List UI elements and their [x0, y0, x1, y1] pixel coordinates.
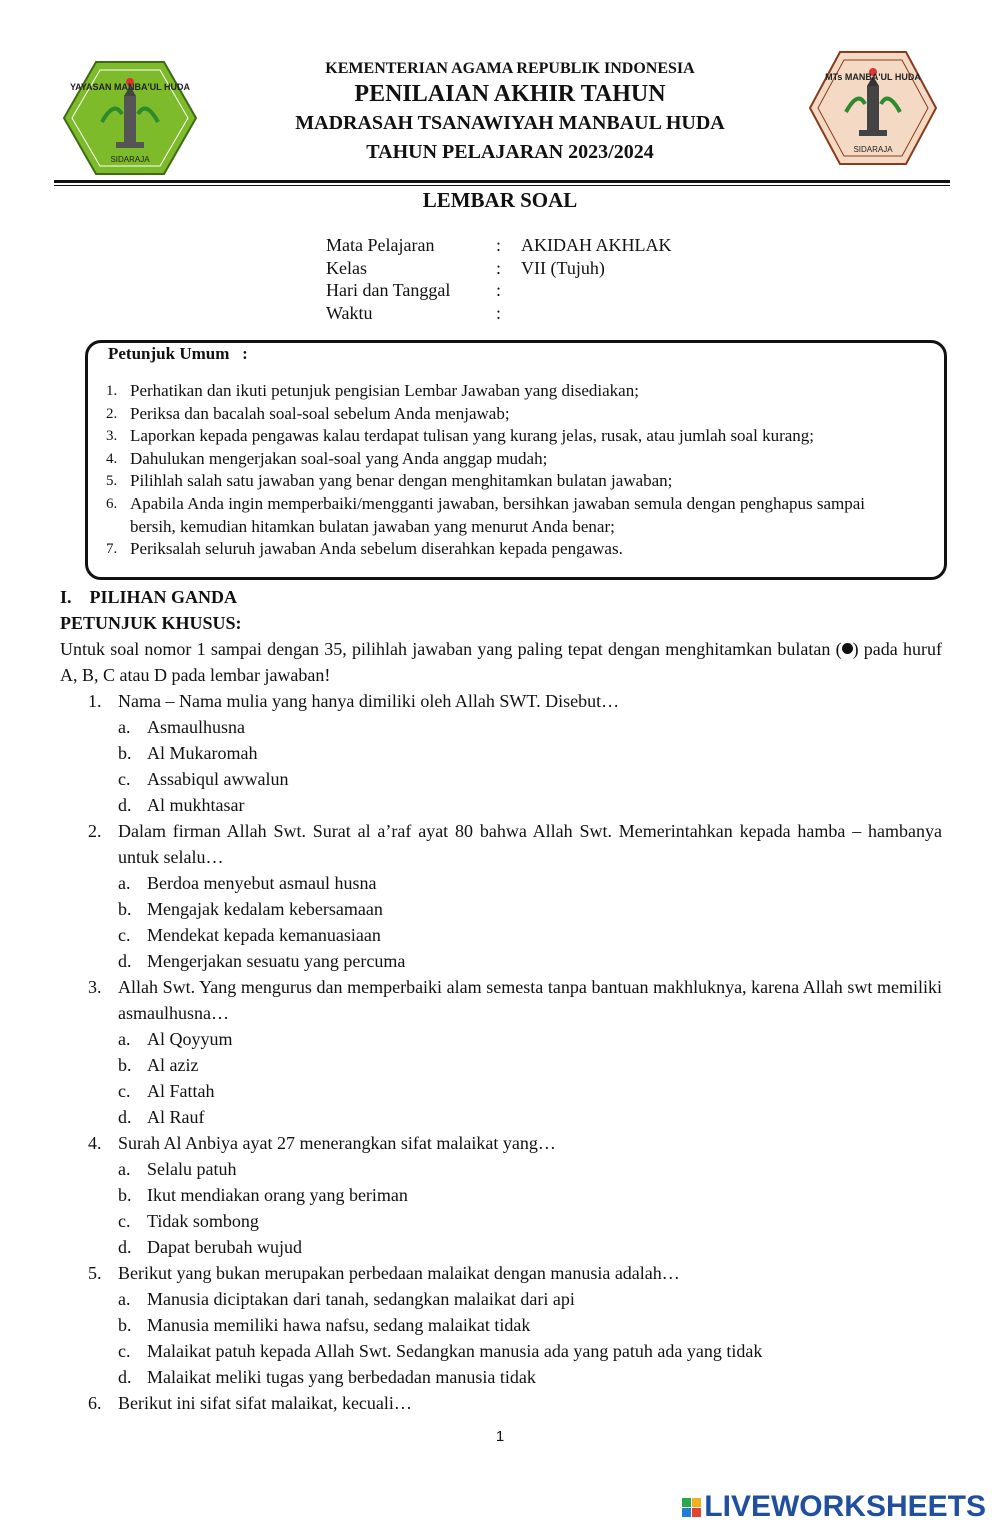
option-text: Al Qoyyum: [147, 1029, 233, 1049]
section-heading: I. PILIHAN GANDA: [60, 587, 238, 607]
info-label: Kelas: [326, 257, 367, 278]
instruction-item: [106, 538, 876, 561]
answer-option[interactable]: [88, 1078, 942, 1104]
question-number: 2.: [88, 821, 102, 841]
instruction-text: Perhatikan dan ikuti petunjuk pengisian Lembar Jawaban yang disediakan;: [130, 381, 639, 400]
option-letter: d.: [118, 1237, 132, 1257]
answer-option[interactable]: [88, 1234, 942, 1260]
answer-option[interactable]: [88, 896, 942, 922]
question-text: Berikut yang bukan merupakan perbedaan malaikat dengan manusia adalah…: [118, 1263, 680, 1283]
instruction-text: Periksalah seluruh jawaban Anda sebelum diserahkan kepada pengawas.: [130, 539, 623, 559]
academic-year: TAHUN PELAJARAN 2023/2024: [366, 141, 654, 163]
option-text: Malaikat meliki tugas yang berbedadan manusia tidak: [147, 1367, 536, 1387]
info-label: Mata Pelajaran: [326, 235, 435, 255]
question: [88, 1260, 942, 1390]
option-text: Mengajak kedalam kebersamaan: [147, 899, 383, 919]
answer-option[interactable]: [88, 870, 942, 896]
page-number: 1: [495, 1428, 505, 1445]
instruction-text: Dahulukan mengerjakan soal-soal yang Anda anggap mudah;: [130, 448, 548, 468]
info-row-date: [326, 279, 672, 302]
left-logo-top-text: YAYASAN MANBA'UL HUDA: [70, 82, 190, 92]
answer-option[interactable]: [88, 1182, 942, 1208]
answer-option[interactable]: [88, 922, 942, 948]
instruction-number: 5.: [106, 473, 118, 490]
option-text: Berdoa menyebut asmaul husna: [147, 873, 377, 893]
answer-option[interactable]: [88, 1026, 942, 1052]
option-text: Ikut mendiakan orang yang beriman: [147, 1185, 408, 1205]
option-text: Selalu patuh: [147, 1159, 237, 1179]
question-number: 4.: [88, 1133, 102, 1153]
question-number: 6.: [88, 1393, 102, 1413]
question-text: Allah Swt. Yang mengurus dan memperbaiki alam semesta tanpa bantuan makhluknya, karena Allah swt memiliki asmaulhusna…: [118, 977, 942, 1023]
question: [88, 974, 942, 1130]
option-letter: b.: [118, 1055, 132, 1075]
option-letter: c.: [118, 1211, 131, 1231]
instruction-item: [106, 448, 876, 471]
option-letter: c.: [118, 925, 131, 945]
instruction-item: [106, 403, 876, 426]
page-title: LEMBAR SOAL: [422, 188, 578, 212]
option-text: Asmaulhusna: [147, 717, 245, 737]
info-colon: :: [496, 302, 502, 323]
option-letter: c.: [118, 769, 131, 789]
school-name: MADRASAH TSANAWIYAH MANBAUL HUDA: [295, 112, 725, 134]
instruction-number: 6.: [106, 495, 118, 512]
question-text: Surah Al Anbiya ayat 27 menerangkan sifat malaikat yang…: [118, 1133, 556, 1153]
instruction-item: [106, 493, 876, 538]
left-logo-bottom-text: SIDARAJA: [110, 155, 150, 164]
option-letter: b.: [118, 899, 132, 919]
question-number: 1.: [88, 691, 102, 711]
info-value: VII (Tujuh): [521, 257, 605, 278]
info-row-class: [326, 257, 672, 280]
info-colon: :: [496, 257, 502, 278]
exam-info: [326, 234, 672, 324]
option-letter: b.: [118, 1315, 132, 1335]
info-colon: :: [496, 235, 502, 255]
instruction-text: Laporkan kepada pengawas kalau terdapat tulisan yang kurang jelas, rusak, atau jumlah soal kurang;: [130, 426, 815, 446]
instruction-item: [106, 380, 876, 403]
header-divider-thin: [54, 185, 950, 186]
instruction-number: 3.: [106, 428, 118, 445]
option-text: Tidak sombong: [147, 1211, 259, 1231]
option-letter: b.: [118, 743, 132, 763]
exam-title: PENILAIAN AKHIR TAHUN: [354, 81, 666, 107]
general-instructions-list: [106, 380, 876, 561]
question-number: 5.: [88, 1263, 102, 1283]
question: [88, 1130, 942, 1260]
special-instructions-title: PETUNJUK KHUSUS:: [60, 613, 242, 633]
special-instructions-text: [60, 636, 942, 688]
option-text: Dapat berubah wujud: [147, 1237, 302, 1257]
option-text: Manusia memiliki hawa nafsu, sedang malaikat tidak: [147, 1315, 531, 1335]
instruction-number: 1.: [106, 383, 118, 399]
option-letter: d.: [118, 1107, 132, 1127]
answer-option[interactable]: [88, 1286, 942, 1312]
instruction-item: [106, 425, 876, 448]
question: [88, 1390, 942, 1416]
header-divider-thick: [54, 180, 950, 183]
option-letter: d.: [118, 795, 132, 815]
answer-option[interactable]: [88, 1052, 942, 1078]
question: [88, 818, 942, 974]
question-text: Dalam firman Allah Swt. Surat al a’raf ayat 80 bahwa Allah Swt. Memerintahkan kepada hamba – hambanya untuk selalu…: [118, 821, 942, 867]
liveworksheets-logo-icon: [682, 1498, 701, 1517]
option-letter: d.: [118, 1367, 132, 1387]
liveworksheets-watermark: [682, 1490, 986, 1524]
special-text-start: Untuk soal nomor 1 sampai dengan 35, pilihlah jawaban yang paling tepat dengan menghitamkan bulatan (: [60, 639, 842, 659]
option-letter: a.: [118, 1159, 131, 1179]
watermark-text: LIVEWORKSHEETS: [704, 1490, 986, 1523]
instruction-number: 7.: [106, 541, 118, 558]
yayasan-logo: [62, 60, 198, 176]
special-text-end: ) pada huruf A, B, C atau D pada lembar jawaban!: [60, 639, 942, 685]
general-instructions-title: Petunjuk Umum :: [108, 344, 248, 363]
option-text: Malaikat patuh kepada Allah Swt. Sedangkan manusia ada yang patuh ada yang tidak: [147, 1341, 763, 1361]
instruction-number: 4.: [106, 450, 118, 467]
option-letter: a.: [118, 873, 131, 893]
answer-option[interactable]: [88, 766, 942, 792]
option-letter: c.: [118, 1081, 131, 1101]
answer-option[interactable]: [88, 714, 942, 740]
info-value: AKIDAH AKHLAK: [521, 235, 672, 255]
question-list: [88, 688, 942, 1416]
info-label: Hari dan Tanggal: [326, 280, 451, 300]
question-text: Nama – Nama mulia yang hanya dimiliki oleh Allah SWT. Disebut…: [118, 691, 620, 711]
info-row-time: [326, 302, 672, 325]
answer-option[interactable]: [88, 1364, 942, 1390]
question: [88, 688, 942, 818]
answer-option[interactable]: [88, 1312, 942, 1338]
option-text: Al Mukaromah: [147, 743, 258, 763]
option-letter: a.: [118, 1029, 131, 1049]
question-number: 3.: [88, 977, 102, 997]
answer-option[interactable]: [88, 740, 942, 766]
option-text: Al mukhtasar: [147, 795, 245, 815]
right-logo-bottom-text: SIDARAJA: [853, 145, 893, 154]
info-label: Waktu: [326, 302, 373, 323]
option-text: Al Fattah: [147, 1081, 215, 1101]
info-row-subject: [326, 234, 672, 257]
option-text: Al aziz: [147, 1055, 199, 1075]
instruction-text: Pilihlah salah satu jawaban yang benar dengan menghitamkan bulatan jawaban;: [130, 471, 673, 491]
filled-circle-icon: [842, 643, 853, 654]
option-text: Mendekat kepada kemanuasiaan: [147, 925, 381, 945]
mts-logo: [808, 50, 938, 166]
option-text: Assabiqul awwalun: [147, 769, 289, 789]
option-text: Al Rauf: [147, 1107, 205, 1127]
answer-option[interactable]: [88, 1208, 942, 1234]
instruction-number: 2.: [106, 405, 118, 422]
option-letter: c.: [118, 1341, 131, 1361]
instruction-item: [106, 470, 876, 493]
question-text: Berikut ini sifat sifat malaikat, kecuali…: [118, 1393, 412, 1413]
answer-option[interactable]: [88, 792, 942, 818]
option-text: Mengerjakan sesuatu yang percuma: [147, 951, 406, 971]
answer-option[interactable]: [88, 1156, 942, 1182]
info-colon: :: [496, 280, 502, 300]
option-letter: b.: [118, 1185, 132, 1205]
answer-option[interactable]: [88, 1338, 942, 1364]
right-logo-top-text: MTs MANBA'UL HUDA: [825, 72, 921, 82]
instruction-text: Periksa dan bacalah soal-soal sebelum Anda menjawab;: [130, 403, 510, 423]
answer-option[interactable]: [88, 1104, 942, 1130]
option-letter: a.: [118, 717, 131, 737]
option-text: Manusia diciptakan dari tanah, sedangkan malaikat dari api: [147, 1289, 575, 1309]
option-letter: a.: [118, 1289, 131, 1309]
ministry-name: KEMENTERIAN AGAMA REPUBLIK INDONESIA: [325, 60, 695, 77]
instruction-text: Apabila Anda ingin memperbaiki/mengganti jawaban, bersihkan jawaban semula dengan penghapus sampai bersih, kemudian hitamkan bulatan jawaban yang menurut Anda benar;: [130, 493, 866, 536]
answer-option[interactable]: [88, 948, 942, 974]
option-letter: d.: [118, 951, 132, 971]
